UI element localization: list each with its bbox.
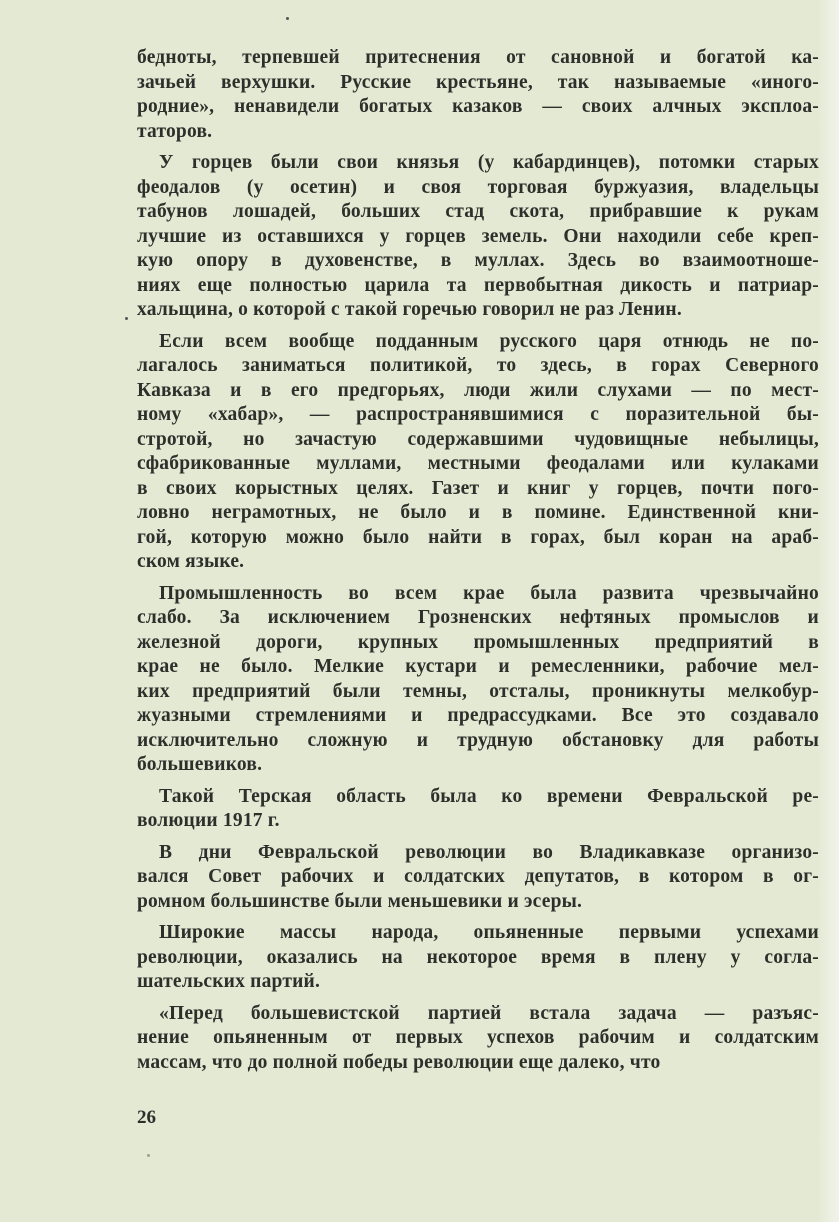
paragraph	[137, 151, 819, 323]
text-line: жуазными стремлениями и предрассудками. Все это создавало	[137, 705, 819, 726]
paragraph	[137, 921, 819, 995]
text-line: гой, которую можно было найти в горах, был коран на араб-	[137, 526, 819, 548]
text-line: табунов лошадей, больших стад скота, прибравшие к рукам	[137, 201, 819, 222]
text-line: исключительно сложную и трудную обстановку для работы	[137, 729, 819, 751]
text-line: феодалов (у осетин) и своя торговая буржуазия, владельцы	[137, 176, 819, 198]
text-line: Такой Терская область была ко времени Февральской ре-	[159, 785, 819, 807]
text-line: У горцев были свои князья (у кабардинцев), потомки старых	[159, 152, 819, 173]
paragraph	[137, 841, 819, 915]
text-line: ниях еще полностью царила та первобытная дикость и патриар-	[137, 274, 819, 296]
text-line: ском языке.	[137, 551, 245, 572]
paragraph	[137, 330, 819, 575]
print-speck	[125, 317, 128, 320]
text-line: В дни Февральской революции во Владикавказе организо-	[159, 841, 819, 863]
paragraph	[137, 582, 819, 778]
text-line: родние», ненавидели богатых казаков — своих алчных эксплоа-	[137, 96, 819, 117]
text-line: Широкие массы народа, опьяненные первыми успехами	[159, 922, 819, 943]
text-line: стротой, но зачастую содержавшими чудовищные небылицы,	[137, 428, 819, 450]
text-line: зачьей верхушки. Русские крестьяне, так называемые «иного-	[137, 71, 819, 93]
text-line: массам, что до полной победы революции еще далеко, что	[137, 1051, 661, 1073]
text-line: слабо. За исключением Грозненских нефтяных промыслов и	[137, 607, 819, 628]
print-speck	[286, 17, 289, 20]
text-line: железной дороги, крупных промышленных предприятий в	[137, 631, 819, 653]
text-line: Промышленность во всем крае была развита чрезвычайно	[159, 582, 819, 604]
text-line: в своих корыстных целях. Газет и книг у горцев, почти пого-	[137, 477, 819, 499]
text-line: лучшие из оставшихся у горцев земель. Они находили себе креп-	[137, 225, 819, 247]
text-line: ких предприятий были темны, отсталы, проникнуты мелкобур-	[137, 680, 819, 702]
text-line: ному «хабар», — распространявшимися с поразительной бы-	[137, 404, 819, 425]
page-edge	[817, 0, 839, 1222]
text-line: Если всем вообще подданным русского царя отнюдь не по-	[159, 330, 819, 352]
paragraph	[137, 1002, 819, 1076]
text-line: волюции 1917 г.	[137, 810, 280, 831]
page-number: 26	[137, 1107, 156, 1128]
text-line: лагалось заниматься политикой, то здесь, в горах Северного	[137, 355, 819, 376]
paragraph	[137, 46, 819, 144]
text-line: революции, оказались на некоторое время в плену у согла-	[137, 946, 819, 968]
text-line: вался Совет рабочих и солдатских депутатов, в котором в ог-	[137, 866, 819, 887]
text-line: большевиков.	[137, 754, 263, 775]
body-text	[137, 46, 819, 1082]
text-line: сфабрикованные муллами, местными феодалами или кулаками	[137, 453, 819, 474]
text-line: нение опьяненным от первых успехов рабочим и солдатским	[137, 1027, 819, 1048]
text-line: крае не было. Мелкие кустари и ремесленники, рабочие мел-	[137, 656, 819, 677]
text-line: хальщина, о которой с такой горечью говорил не раз Ленин.	[137, 299, 682, 320]
text-line: кую опору в духовенстве, в муллах. Здесь во взаимоотноше-	[137, 250, 819, 271]
text-line: таторов.	[137, 120, 213, 142]
print-speck	[147, 1154, 150, 1157]
text-line: ромном большинстве были меньшевики и эсеры.	[137, 890, 583, 912]
text-line: ловно неграмотных, не было и в помине. Единственной кни-	[137, 502, 819, 523]
text-line: «Перед большевистской партией встала задача — разъяс-	[159, 1002, 819, 1024]
text-line: Кавказа и в его предгорьях, люди жили слухами — по мест-	[137, 379, 819, 401]
text-line: шательских партий.	[137, 971, 321, 992]
paragraph	[137, 785, 819, 834]
text-line: бедноты, терпевшей притеснения от сановной и богатой ка-	[137, 47, 819, 68]
